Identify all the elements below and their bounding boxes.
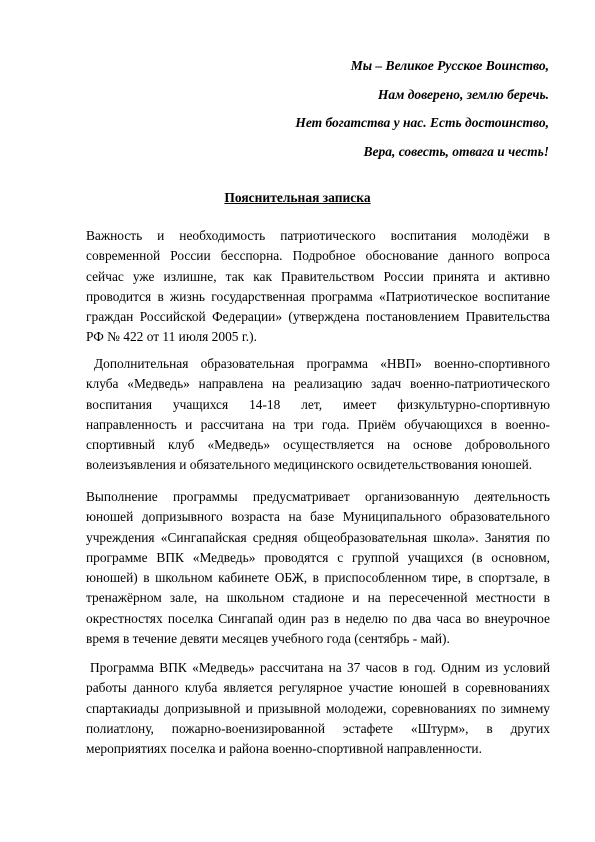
- document-title: Пояснительная записка: [224, 190, 371, 205]
- paragraph-3: Выполнение программы предусматривает организованную деятельность юношей допризывного возраста на базе Муниципального образовательного учреждения «Сингапайская средняя общеобразовательная школа». Занятия по программе ВПК «Медведь» проводятся с группой учащихся (в основном, юношей) в школьном кабинете ОБЖ, в приспособленном тире, в спортзале, в тренажёрном зале, на школьном стадионе и на пересеченной местности в окрестностях поселка Сингапай один раз в неделю по два часа во внеурочное время в течение девяти месяцев учебного года (сентябрь - май).: [86, 489, 550, 647]
- epigraph-line: Мы – Великое Русское Воинство,: [350, 58, 549, 73]
- paragraph-4: Программа ВПК «Медведь» рассчитана на 37 часов в год. Одним из условий работы данного клуба является регулярное участие юношей в соревнованиях спартакиады допризывной и призывной молодежи, соревнованиях по зимнему полиатлону, пожарно-военизированной эстафете «Штурм», в других мероприятиях поселка и района военно-спортивной направленности.: [86, 660, 550, 757]
- paragraph-2: Дополнительная образовательная программа «НВП» военно-спортивного клуба «Медведь» направлена на реализацию задач военно-патриотического воспитания учащихся 14-18 лет, имеет физкультурно-спортивную направленность и рассчитана на три года. Приём обучающихся в военно-спортивный клуб «Медведь» осуществляется на основе добровольного волеизъявления и обязательного медицинского освидетельствования юношей.: [86, 356, 550, 473]
- epigraph-line: Нам доверено, землю беречь.: [377, 86, 549, 102]
- epigraph-line: Вера, совесть, отвага и честь!: [363, 143, 549, 159]
- paragraph-1: Важность и необходимость патриотического воспитания молодёжи в современной России бесспорна. Подробное обоснование данного вопроса сейчас уже излишне, так как Правительством России принята и активно проводится в жизнь государственная программа «Патриотическое воспитание граждан Российской Федерации» (утверждена постановлением Правительства РФ № 422 от 11 июля 2005 г.).: [86, 228, 550, 345]
- epigraph: [295, 52, 549, 166]
- epigraph-line: Нет богатства у нас. Есть достоинство,: [295, 115, 549, 130]
